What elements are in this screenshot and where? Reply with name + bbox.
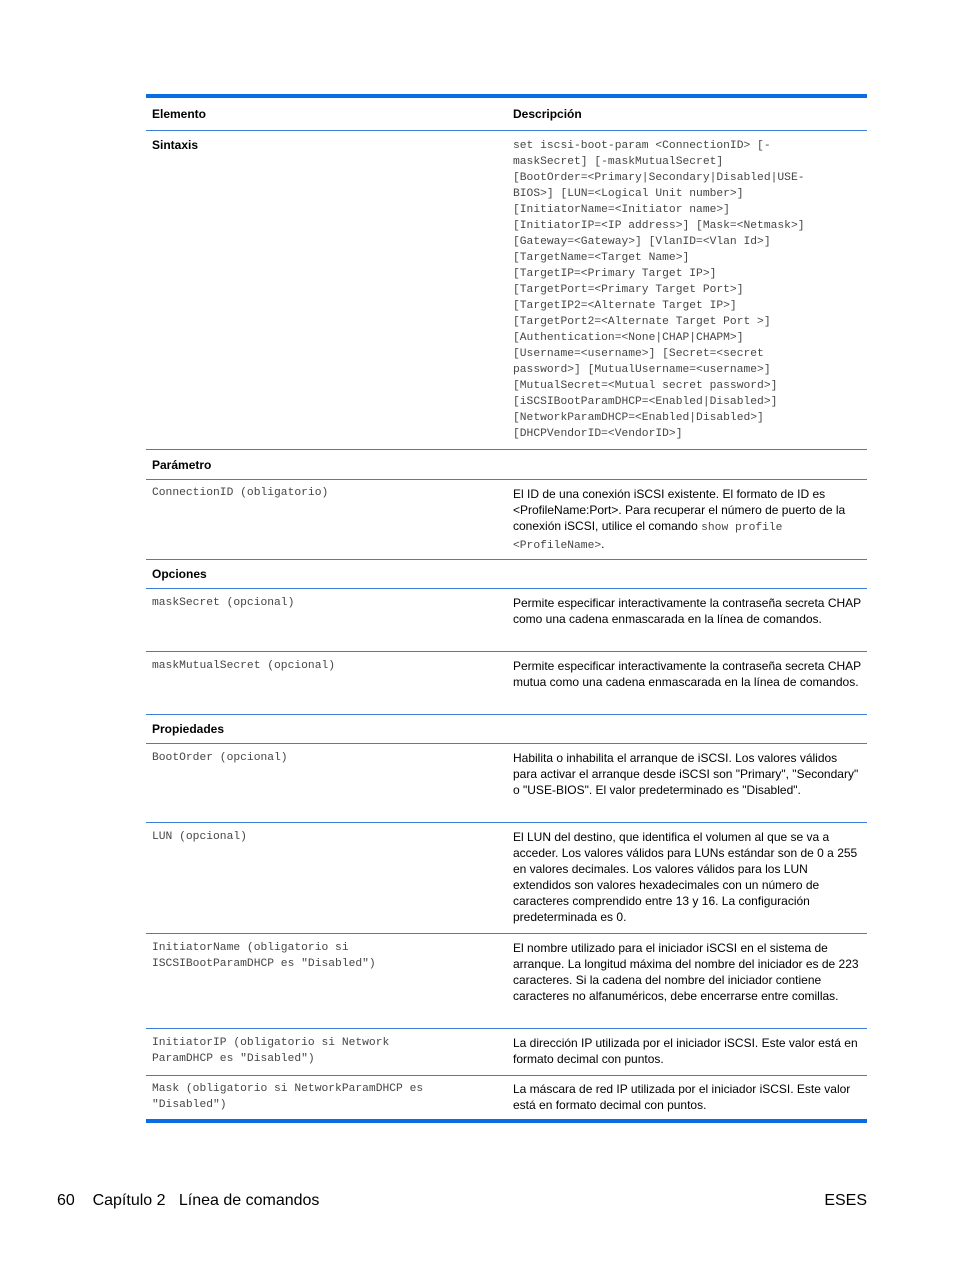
section-row-propiedades <box>146 715 867 744</box>
sintaxis-row <box>146 131 867 450</box>
table-row <box>146 934 867 1029</box>
section-parametro: Parámetro <box>152 457 212 472</box>
chapter-title: Línea de comandos <box>178 1192 320 1209</box>
term-masksecret: maskSecret (opcional) <box>152 597 295 609</box>
section-row-parametro <box>146 450 867 480</box>
syntax-line: BIOS>] [LUN=<Logical Unit number>] <box>513 188 744 200</box>
table-row <box>146 652 867 715</box>
syntax-line: [TargetIP2=<Alternate Target IP>] <box>513 300 737 312</box>
table-row <box>146 1076 867 1119</box>
section-opciones: Opciones <box>152 567 207 581</box>
table-row <box>146 744 867 823</box>
syntax-line: [TargetPort=<Primary Target Port>] <box>513 284 744 296</box>
term-initiatorname <box>146 934 507 1028</box>
term-line: Mask (obligatorio si NetworkParamDHCP es <box>152 1083 424 1095</box>
sintaxis-label: Sintaxis <box>152 138 199 152</box>
syntax-line: maskSecret] [-maskMutualSecret] <box>513 156 724 168</box>
syntax-line: password>] [MutualUsername=<username>] <box>513 364 771 376</box>
syntax-line: [DHCPVendorID=<VendorID>] <box>513 428 683 440</box>
term-line: InitiatorName (obligatorio si <box>152 942 349 954</box>
desc-connectionid <box>507 480 867 559</box>
term-mask <box>146 1076 507 1119</box>
term-lun: LUN (opcional) <box>152 831 247 843</box>
syntax-line: [iSCSIBootParamDHCP=<Enabled|Disabled>] <box>513 396 778 408</box>
desc-maskmutualsecret: Permite especificar interactivamente la contraseña secreta CHAP mutua como una cadena enmascarada en la línea de comandos. <box>513 659 861 689</box>
code-show-profile: show profile <box>701 522 783 534</box>
desc-initiatorip: La dirección IP utilizada por el iniciador iSCSI. Este valor está en formato decimal con puntos. <box>513 1036 858 1066</box>
term-maskmutualsecret: maskMutualSecret (opcional) <box>152 660 336 672</box>
code-profilename: <ProfileName> <box>513 540 602 552</box>
header-elemento: Elemento <box>152 107 207 121</box>
syntax-line: set iscsi-boot-param <ConnectionID> [- <box>513 140 771 152</box>
header-descripcion: Descripción <box>513 107 582 121</box>
syntax-line: [Authentication=<None|CHAP|CHAPM>] <box>513 332 744 344</box>
syntax-line: [TargetPort2=<Alternate Target Port >] <box>513 316 771 328</box>
desc-text: El ID de una conexión iSCSI existente. El formato de ID es <ProfileName:Port>. Para recuperar el número de puerto de la conexión iSCSI, utilice el comando <box>513 487 846 533</box>
desc-end: . <box>601 537 605 551</box>
term-line: ParamDHCP es "Disabled") <box>152 1053 315 1065</box>
syntax-line: [TargetName=<Target Name>] <box>513 252 690 264</box>
command-table <box>146 94 867 1123</box>
desc-lun: El LUN del destino, que identifica el volumen al que se va a acceder. Los valores válidos para LUNs estándar son de 0 a 255 en valores decimales. Los valores válidos para los LUN extendidos son valores hexadecimales con un número de caracteres comprendido entre 13 y 16. La configuración predeterminada es 0. <box>513 830 858 924</box>
table-row <box>146 480 867 560</box>
syntax-line: [Gateway=<Gateway>] [VlanID=<Vlan Id>] <box>513 236 771 248</box>
syntax-line: [Username=<username>] [Secret=<secret <box>513 348 764 360</box>
term-bootorder: BootOrder (opcional) <box>152 752 288 764</box>
term-connectionid: ConnectionID (obligatorio) <box>152 487 329 499</box>
table-row <box>146 589 867 652</box>
page-footer-left <box>57 1191 319 1211</box>
syntax-line: [InitiatorIP=<IP address>] [Mask=<Netmask>] <box>513 220 805 232</box>
chapter-label: Capítulo 2 <box>92 1192 166 1209</box>
syntax-line: [InitiatorName=<Initiator name>] <box>513 204 730 216</box>
sintaxis-code <box>507 131 867 449</box>
section-row-opciones <box>146 560 867 589</box>
syntax-line: [TargetIP=<Primary Target IP>] <box>513 268 717 280</box>
term-line: ISCSIBootParamDHCP es "Disabled") <box>152 958 376 970</box>
page-footer-right: ESES <box>824 1192 867 1209</box>
term-initiatorip <box>146 1029 507 1075</box>
table-header-row <box>146 98 867 131</box>
table-row <box>146 1029 867 1076</box>
table-row <box>146 823 867 934</box>
syntax-line: [NetworkParamDHCP=<Enabled|Disabled>] <box>513 412 764 424</box>
term-line: InitiatorIP (obligatorio si Network <box>152 1037 390 1049</box>
syntax-line: [BootOrder=<Primary|Secondary|Disabled|USE- <box>513 172 805 184</box>
desc-bootorder: Habilita o inhabilita el arranque de iSCSI. Los valores válidos para activar el arranque desde iSCSI son "Primary", "Secondary" o "USE-BIOS". El valor predeterminado es "Disabled". <box>513 751 859 797</box>
desc-mask: La máscara de red IP utilizada por el iniciador iSCSI. Este valor está en formato decimal con puntos. <box>513 1082 851 1112</box>
term-line: "Disabled") <box>152 1099 227 1111</box>
page-number: 60 <box>57 1192 75 1209</box>
desc-initiatorname: El nombre utilizado para el iniciador iSCSI en el sistema de arranque. La longitud máxima del nombre del iniciador es de 223 caracteres. Si la cadena del nombre del iniciador contiene caracteres no alfanuméricos, debe encerrarse entre comillas. <box>513 941 859 1003</box>
section-propiedades: Propiedades <box>152 722 225 736</box>
desc-masksecret: Permite especificar interactivamente la contraseña secreta CHAP como una cadena enmascarada en la línea de comandos. <box>513 596 861 626</box>
syntax-line: [MutualSecret=<Mutual secret password>] <box>513 380 778 392</box>
